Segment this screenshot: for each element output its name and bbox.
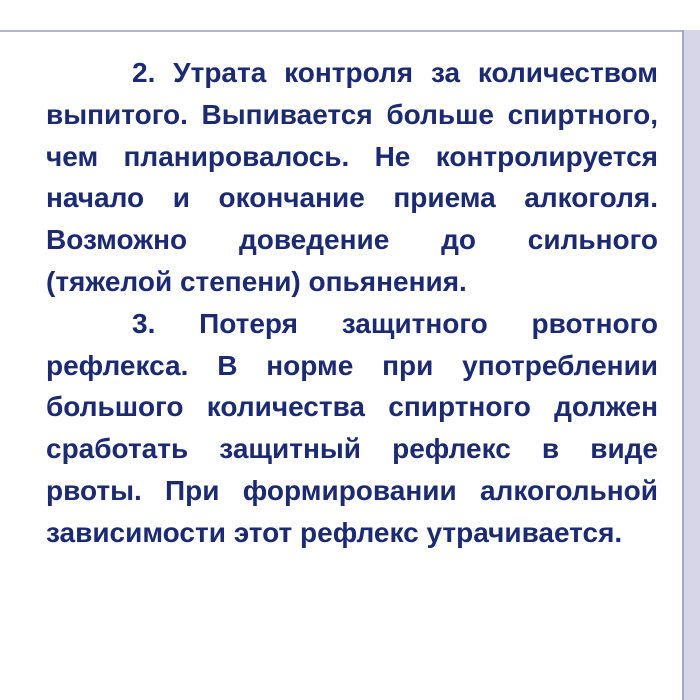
slide-text-body: [46, 52, 658, 554]
paragraph-loss-of-control: 2. Утрата контроля за количеством выпитого. Выпивается больше спиртного, чем планировалось. Не контролируется начало и окончание приема алкоголя. Возможно доведение до сильного (тяжелой степени) опьянения.: [46, 57, 658, 297]
paragraph-loss-of-gag-reflex: 3. Потеря защитного рвотного рефлекса. В норме при употреблении большого количества спиртного должен сработать защитный рефлекс в виде рвоты. При формировании алкогольной зависимости этот рефлекс утрачивается.: [46, 307, 658, 548]
slide-frame-top: [0, 0, 700, 30]
slide-frame-top-line: [0, 30, 682, 32]
slide-frame-right-bar: [684, 30, 700, 700]
